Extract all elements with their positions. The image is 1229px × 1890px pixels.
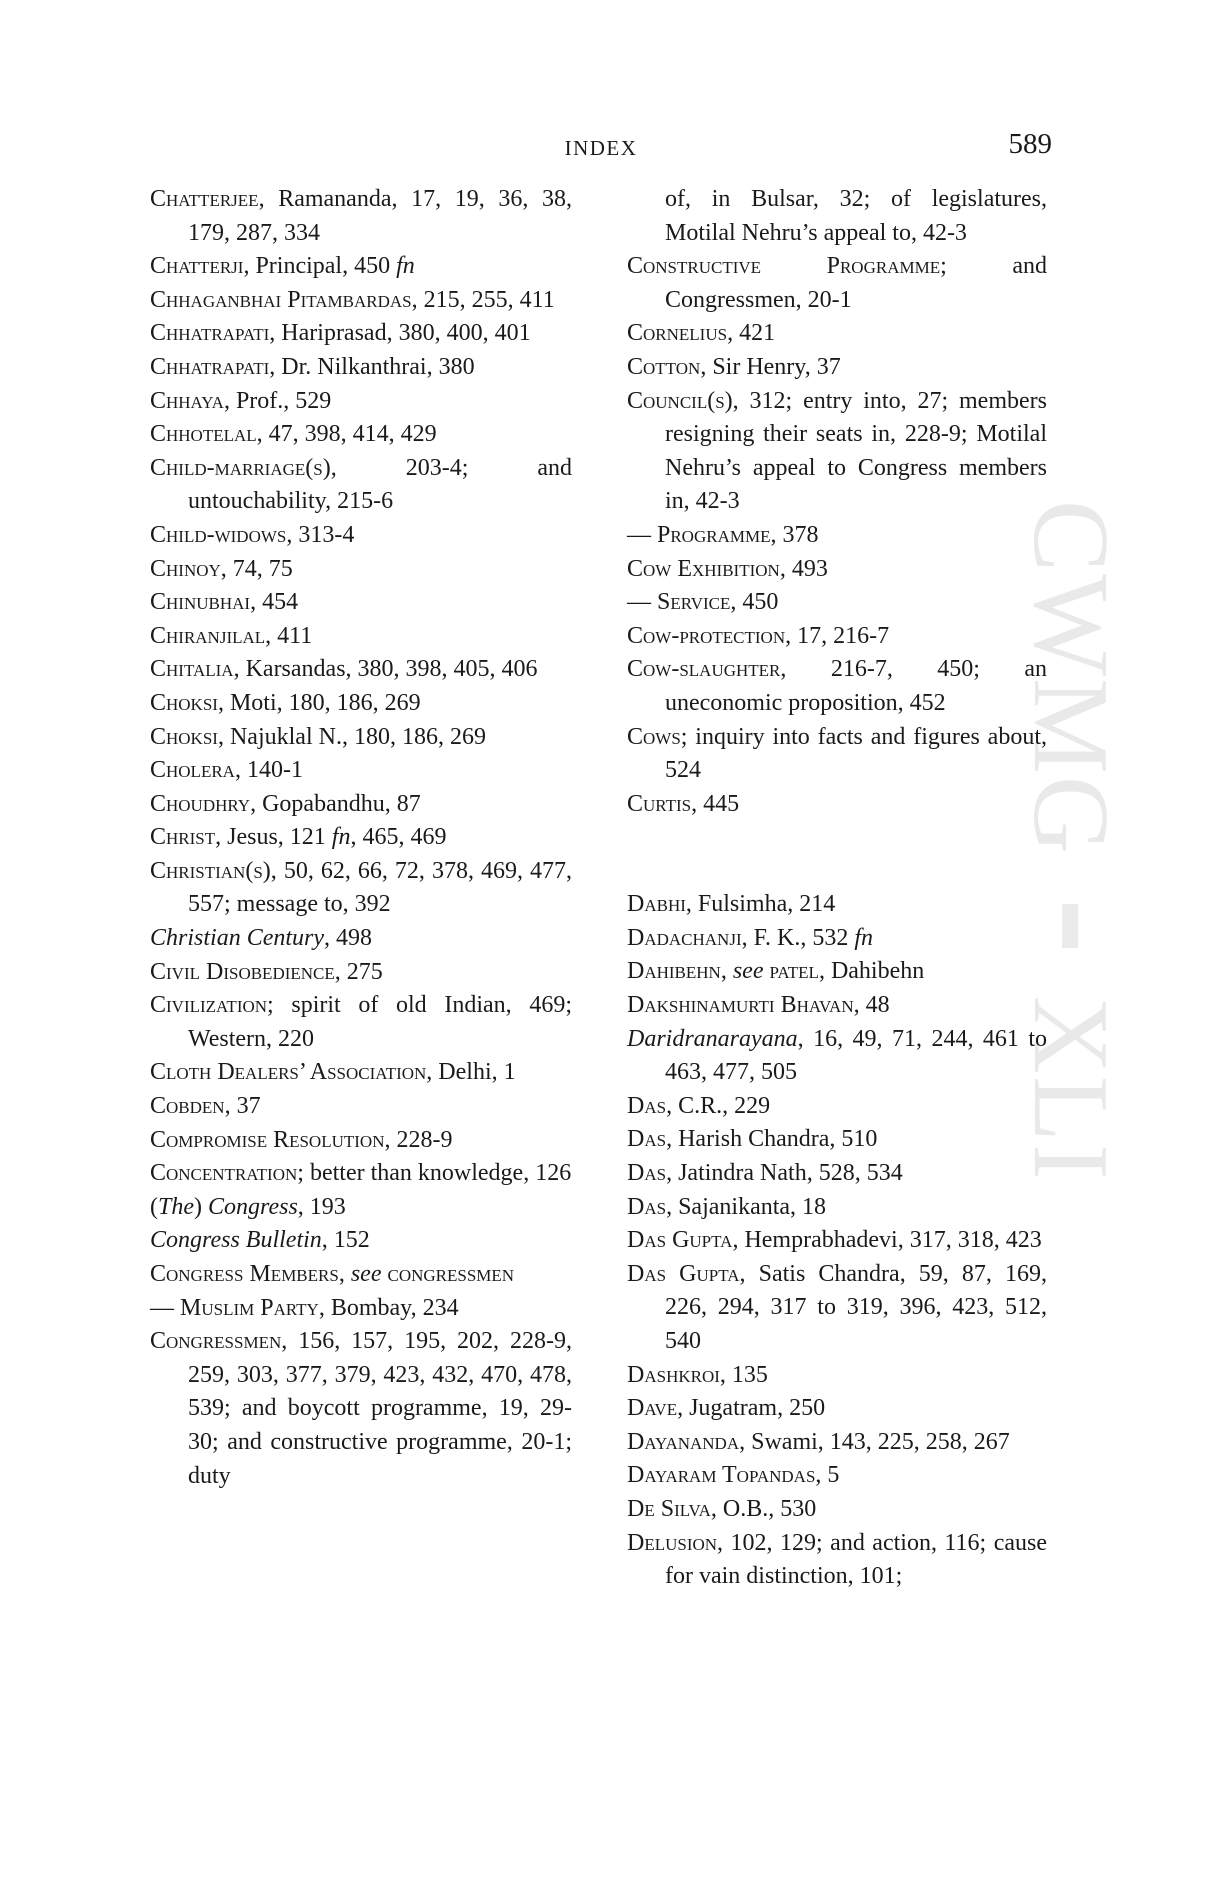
entry-term: Cornelius [627, 320, 728, 347]
index-entry [627, 1493, 1047, 1527]
entry-term: Christian(s) [150, 857, 271, 884]
entry-term: Chhaya [150, 387, 224, 414]
entry-text: ( [150, 1193, 158, 1220]
index-entry [627, 1157, 1047, 1191]
entry-text: , O.B., 530 [710, 1495, 817, 1522]
entry-text: , 216-7, 450; an uneconomic proposition, 452 [665, 656, 1047, 716]
entry-italic: Congress [208, 1193, 298, 1220]
index-entry [150, 183, 572, 250]
entry-text: , 17, 216-7 [785, 622, 890, 649]
index-entry [627, 1090, 1047, 1124]
index-entry [627, 1258, 1047, 1359]
entry-italic: Congress Bulletin [150, 1227, 322, 1254]
index-entry [627, 1023, 1047, 1090]
entry-text: ; and Congressmen, 20-1 [665, 253, 1047, 313]
entry-term: Service [657, 589, 731, 616]
index-entry [627, 519, 1047, 553]
entry-text: — [627, 521, 657, 548]
entry-text: , Prof., 529 [223, 387, 332, 414]
index-entry [627, 989, 1047, 1023]
entry-term: Programme [657, 521, 771, 548]
index-entry [150, 1191, 572, 1225]
index-entry [627, 888, 1047, 922]
index-entry [150, 1157, 572, 1191]
entry-text: , Fulsimha, 214 [685, 891, 836, 918]
index-entry [150, 586, 572, 620]
index-entry [150, 317, 572, 351]
entry-text: , Karsandas, 380, 398, 405, 406 [233, 656, 538, 683]
entry-term: patel [769, 958, 819, 985]
entry-text: , Principal, 450 [243, 253, 397, 280]
entry-text: , 135 [719, 1361, 768, 1388]
index-entry [150, 821, 572, 855]
letter-section-gap [627, 821, 1047, 888]
entry-text: , 203-4; and untouchability, 215-6 [188, 454, 572, 515]
entry-term: Choksi [150, 723, 218, 750]
entry-text: , Jugatram, 250 [677, 1395, 826, 1422]
entry-text: ; inquiry into facts and figures about, 524 [665, 723, 1047, 784]
index-entry [627, 1359, 1047, 1393]
entry-italic: fn [331, 824, 351, 851]
watermark-text-volume: XLI [1011, 996, 1130, 1182]
entry-term: Congressmen [150, 1328, 282, 1355]
entry-text: — [150, 1294, 180, 1321]
index-entry [627, 955, 1047, 989]
entry-text: , Bombay, 234 [318, 1294, 459, 1321]
right-column [627, 183, 1047, 1594]
entry-text: , Dahibehn [818, 958, 925, 985]
index-entry [150, 989, 572, 1056]
entry-text: , 16, 49, 71, 244, 461 to 463, 477, 505 [665, 1025, 1047, 1086]
entry-term: Dave [627, 1395, 678, 1422]
entry-term: Child-widows [150, 521, 287, 548]
entry-text: ; spirit of old Indian, 469; Western, 220 [188, 992, 572, 1052]
entry-text: , 445 [691, 790, 740, 817]
entry-term: Das Gupta [627, 1227, 733, 1254]
index-entry [150, 284, 572, 318]
entry-text: , 74, 75 [220, 555, 293, 582]
index-entry [627, 1426, 1047, 1460]
entry-term: Dabhi [627, 891, 686, 918]
entry-term: Compromise Resolution [150, 1126, 385, 1153]
entry-term: Civil Disobedience [150, 958, 335, 985]
entry-text: , 454 [250, 589, 299, 616]
entry-term: Curtis [627, 790, 692, 817]
index-entry [627, 317, 1047, 351]
index-entry [150, 519, 572, 553]
index-entry [150, 1292, 572, 1326]
entry-text: , 156, 157, 195, 202, 228-9, 259, 303, 377, 379, 423, 432, 470, 478, 539; and boycott programme, 19, 29-30; and constructive programme, 20-1; duty [188, 1328, 572, 1489]
entry-text: , Satis Chandra, 59, 87, 169, 226, 294, 317 to 319, 396, 423, 512, 540 [665, 1260, 1047, 1354]
index-entry [150, 1056, 572, 1090]
entry-text: , Sir Henry, 37 [700, 353, 841, 380]
entry-text: , 312; entry into, 27; members resigning their seats in, 228-9; Motilal Nehru’s appeal to Congress members in, 42-3 [665, 387, 1047, 515]
entry-text: , 313-4 [286, 521, 355, 548]
entry-term: Christ [150, 824, 216, 851]
entry-text: , Jatindra Nath, 528, 534 [666, 1160, 903, 1187]
index-entry [150, 754, 572, 788]
index-entry [627, 788, 1047, 822]
entry-term: Das [627, 1126, 667, 1153]
index-entry [150, 1090, 572, 1124]
entry-text: , 47, 398, 414, 429 [256, 421, 437, 448]
index-entry-continuation [627, 183, 1047, 250]
entry-text: ; better than knowledge, 126 [297, 1160, 572, 1187]
index-entry [627, 1123, 1047, 1157]
entry-text: , 498 [324, 925, 373, 952]
entry-term: Chatterjee [150, 186, 259, 212]
index-entry [150, 855, 572, 922]
index-entry [150, 1224, 572, 1258]
entry-text: , Hemprabhadevi, 317, 318, 423 [732, 1227, 1042, 1254]
entry-text: , 421 [727, 320, 776, 347]
index-entry [150, 452, 572, 519]
entry-term: Cow-protection [627, 622, 786, 649]
entry-text: , [720, 958, 733, 985]
entry-text: , 378 [770, 521, 819, 548]
entry-text: , Jesus, 121 [215, 824, 332, 851]
index-entry [627, 922, 1047, 956]
entry-text: — [627, 589, 657, 616]
index-entry [150, 351, 572, 385]
entry-italic: Christian Century [150, 925, 325, 952]
entry-text: , 5 [815, 1462, 840, 1489]
index-entry [150, 385, 572, 419]
entry-term: Chhatrapati [150, 353, 270, 380]
index-entry [627, 586, 1047, 620]
page-number: 589 [1008, 128, 1052, 160]
index-entry [627, 1191, 1047, 1225]
entry-term: Cobden [150, 1093, 225, 1120]
index-entry [627, 1392, 1047, 1426]
index-entry [150, 788, 572, 822]
entry-term: Chiranjilal [150, 622, 266, 649]
entry-text: , 193 [297, 1193, 346, 1220]
entry-text: , Ramananda, 17, 19, 36, 38, 179, 287, 334 [188, 186, 572, 246]
entry-text: , Najuklal N., 180, 186, 269 [217, 723, 486, 750]
entry-term: Delusion [627, 1529, 718, 1556]
entry-term: Chhaganbhai Pitambardas [150, 286, 412, 313]
index-entry [150, 1124, 572, 1158]
entry-italic: see [350, 1261, 382, 1287]
entry-text: , 275 [334, 958, 383, 985]
index-entry [627, 385, 1047, 519]
entry-text: , 411 [265, 622, 313, 649]
index-entry [627, 351, 1047, 385]
entry-term: Chinubhai [150, 589, 251, 616]
entry-text: , 450 [730, 589, 779, 616]
entry-term: Das [627, 1092, 667, 1119]
entry-term: Dahibehn [627, 958, 721, 985]
entry-term: Dayananda [627, 1428, 740, 1455]
entry-text: , Swami, 143, 225, 258, 267 [739, 1428, 1010, 1455]
entry-italic: fn [396, 253, 415, 280]
index-entry [150, 553, 572, 587]
index-entry [150, 418, 572, 452]
entry-italic: Daridranarayana [627, 1025, 798, 1052]
entry-text: , 140-1 [234, 757, 303, 784]
entry-text: , 228-9 [384, 1126, 453, 1153]
index-entry [150, 250, 572, 284]
entry-term: Cows [627, 723, 681, 750]
watermark-text-cwmg: CWMG [1011, 500, 1130, 856]
entry-text: , Hariprasad, 380, 400, 401 [269, 320, 531, 347]
entry-text: , Gopabandhu, 87 [250, 790, 421, 817]
entry-term: congressmen [387, 1261, 515, 1287]
entry-text: , F. K., 532 [741, 924, 855, 951]
entry-term: Das [627, 1160, 667, 1187]
entry-text: , Sajanikanta, 18 [666, 1193, 827, 1220]
entry-term: Dashkroi [627, 1361, 720, 1388]
entry-term: Council(s) [627, 387, 733, 414]
entry-text: , 465, 469 [350, 824, 447, 851]
entry-text: ) [194, 1193, 208, 1220]
entry-text: , 215, 255, 411 [411, 286, 555, 313]
entry-italic: see [732, 958, 764, 985]
entry-text: , 493 [779, 555, 828, 582]
index-entry [150, 922, 572, 956]
running-head: INDEX [564, 136, 638, 160]
entry-term: Cholera [150, 757, 235, 784]
entry-term: Constructive Programme [627, 253, 941, 280]
entry-term: Dakshinamurti Bhavan [627, 992, 854, 1019]
left-column [150, 183, 572, 1493]
entry-term: De Silva [627, 1495, 711, 1522]
entry-term: Dayaram Topandas [627, 1462, 816, 1489]
index-entry [627, 553, 1047, 587]
index-entry [150, 653, 572, 687]
index-entry [150, 956, 572, 990]
entry-text: , Delhi, 1 [426, 1059, 516, 1086]
entry-text: , [338, 1261, 351, 1287]
index-entry [150, 687, 572, 721]
entry-term: Choudhry [150, 790, 251, 817]
entry-text: , 152 [321, 1227, 370, 1254]
entry-term: Congress Members [150, 1261, 339, 1287]
entry-term: Cow Exhibition [627, 555, 780, 582]
entry-term: Cow-slaughter [627, 656, 781, 683]
entry-term: Chitalia [150, 656, 234, 683]
index-entry [627, 1527, 1047, 1594]
entry-text: , 102, 129; and action, 116; cause for vain distinction, 101; [665, 1529, 1047, 1590]
entry-term: Civilization [150, 992, 268, 1019]
index-entry [150, 1325, 572, 1493]
entry-text: , Harish Chandra, 510 [666, 1126, 878, 1153]
entry-italic: fn [854, 924, 874, 951]
entry-term: Cloth Dealers’ Association [150, 1059, 427, 1086]
entry-italic: The [158, 1193, 194, 1220]
entry-text: , 37 [224, 1093, 261, 1120]
index-entry [627, 1459, 1047, 1493]
entry-text: , Dr. Nilkanthrai, 380 [269, 353, 475, 380]
index-entry [627, 620, 1047, 654]
entry-term: Choksi [150, 689, 218, 716]
index-entry [150, 620, 572, 654]
entry-term: Dadachanji [627, 924, 742, 951]
index-entry [627, 1224, 1047, 1258]
index-entry [627, 250, 1047, 317]
entry-term: Muslim Party [180, 1294, 319, 1321]
index-entry [150, 721, 572, 755]
entry-term: Chhatrapati [150, 320, 270, 347]
watermark-dash [1062, 904, 1078, 948]
index-entry [627, 721, 1047, 788]
entry-term: Chinoy [150, 555, 221, 582]
entry-term: Chatterji [150, 253, 244, 280]
entry-text: , 50, 62, 66, 72, 378, 469, 477, 557; message to, 392 [188, 857, 572, 918]
page-header [150, 128, 1052, 168]
entry-term: Chhotelal [150, 421, 257, 448]
entry-text: , 48 [853, 992, 890, 1019]
entry-term: Das [627, 1193, 667, 1220]
index-entry [627, 653, 1047, 720]
entry-term: Child-marriage(s) [150, 454, 331, 481]
entry-term: Das Gupta [627, 1260, 740, 1287]
entry-text: , C.R., 229 [666, 1092, 771, 1119]
entry-text: , Moti, 180, 186, 269 [217, 689, 421, 716]
index-entry [150, 1258, 572, 1292]
entry-term: Cotton [627, 353, 701, 380]
entry-text: of, in Bulsar, 32; of legislatures, Motilal Nehru’s appeal to, 42-3 [665, 186, 1047, 246]
entry-term: Concentration [150, 1160, 298, 1187]
